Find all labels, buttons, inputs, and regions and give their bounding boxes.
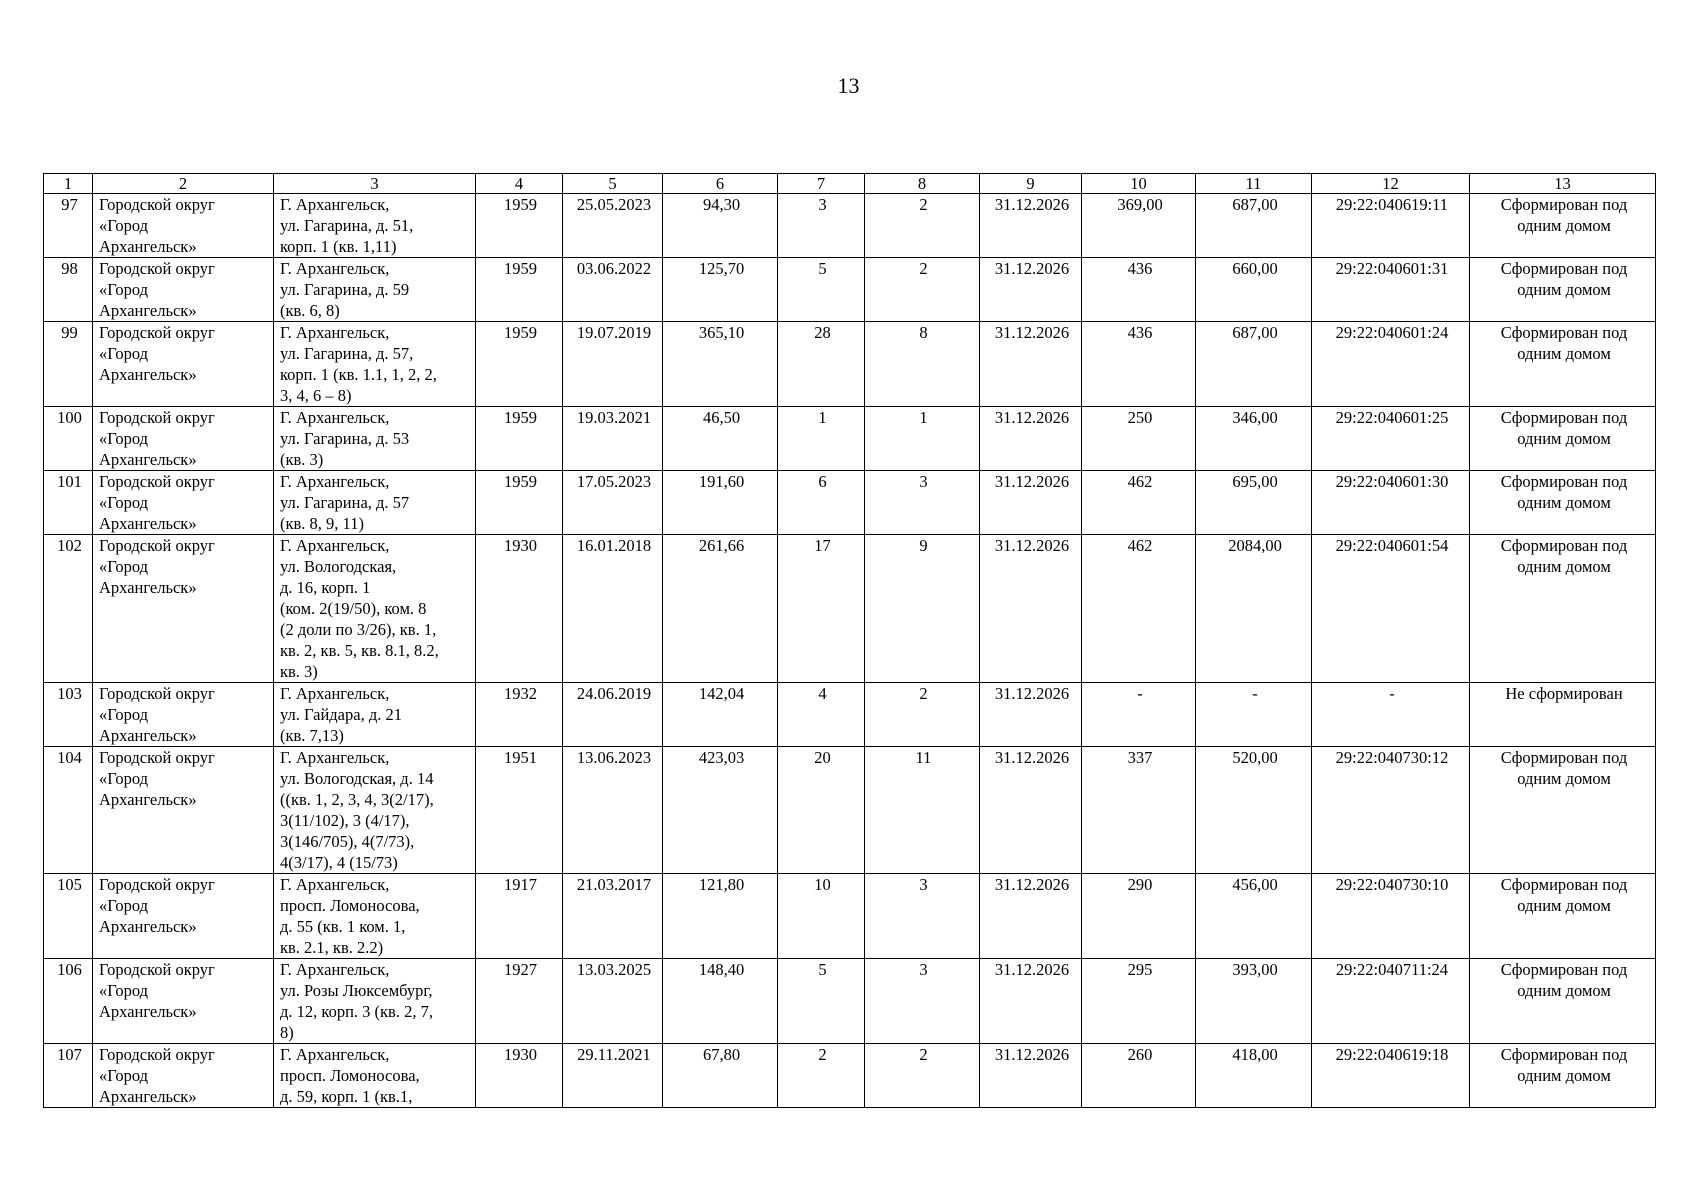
date-cell: 17.05.2023 [563, 471, 663, 535]
col8-cell: 3 [865, 471, 980, 535]
deadline-cell: 31.12.2026 [980, 683, 1082, 747]
column-header-13: 13 [1470, 174, 1656, 194]
row-number: 104 [44, 747, 93, 874]
column-header-3: 3 [274, 174, 476, 194]
area-cell: 261,66 [663, 535, 778, 683]
year-cell: 1959 [476, 322, 563, 407]
table-row [44, 874, 1656, 959]
page-number: 13 [837, 73, 860, 98]
col8-cell: 3 [865, 959, 980, 1044]
col10-cell: 369,00 [1082, 194, 1196, 258]
column-header-7: 7 [778, 174, 865, 194]
col7-cell: 6 [778, 471, 865, 535]
row-number: 97 [44, 194, 93, 258]
status-cell: Сформирован под одним домом [1470, 322, 1656, 407]
column-header-10: 10 [1082, 174, 1196, 194]
col8-cell: 2 [865, 258, 980, 322]
year-cell: 1927 [476, 959, 563, 1044]
column-header-4: 4 [476, 174, 563, 194]
col10-cell: 436 [1082, 258, 1196, 322]
year-cell: 1930 [476, 535, 563, 683]
col8-cell: 1 [865, 407, 980, 471]
row-number: 107 [44, 1044, 93, 1108]
municipality-cell: Городской округ «Город Архангельск» [93, 683, 274, 747]
address-cell: Г. Архангельск, ул. Гагарина, д. 53 (кв. 3) [274, 407, 476, 471]
municipality-cell: Городской округ «Город Архангельск» [93, 959, 274, 1044]
area-cell: 142,04 [663, 683, 778, 747]
column-header-9: 9 [980, 174, 1082, 194]
cadastral-number-cell: 29:22:040601:24 [1312, 322, 1470, 407]
row-number: 98 [44, 258, 93, 322]
cadastral-number-cell: 29:22:040601:30 [1312, 471, 1470, 535]
area-cell: 191,60 [663, 471, 778, 535]
deadline-cell: 31.12.2026 [980, 407, 1082, 471]
municipality-cell: Городской округ «Город Архангельск» [93, 874, 274, 959]
area-cell: 148,40 [663, 959, 778, 1044]
row-number: 103 [44, 683, 93, 747]
column-header-8: 8 [865, 174, 980, 194]
date-cell: 21.03.2017 [563, 874, 663, 959]
date-cell: 24.06.2019 [563, 683, 663, 747]
row-number: 106 [44, 959, 93, 1044]
col8-cell: 8 [865, 322, 980, 407]
cadastral-number-cell: 29:22:040711:24 [1312, 959, 1470, 1044]
col8-cell: 11 [865, 747, 980, 874]
col10-cell: 337 [1082, 747, 1196, 874]
col11-cell: 687,00 [1196, 322, 1312, 407]
col8-cell: 2 [865, 194, 980, 258]
col11-cell: 687,00 [1196, 194, 1312, 258]
deadline-cell: 31.12.2026 [980, 747, 1082, 874]
cadastral-number-cell: 29:22:040730:12 [1312, 747, 1470, 874]
date-cell: 03.06.2022 [563, 258, 663, 322]
col11-cell: 456,00 [1196, 874, 1312, 959]
table-row [44, 683, 1656, 747]
date-cell: 25.05.2023 [563, 194, 663, 258]
address-cell: Г. Архангельск, ул. Вологодская, д. 14 ((кв. 1, 2, 3, 4, 3(2/17), 3(11/102), 3 (4/17), 3(146/705), 4(7/73), 4(3/17), 4 (15/73) [274, 747, 476, 874]
col7-cell: 10 [778, 874, 865, 959]
col11-cell: 695,00 [1196, 471, 1312, 535]
municipality-cell: Городской округ «Город Архангельск» [93, 194, 274, 258]
deadline-cell: 31.12.2026 [980, 874, 1082, 959]
address-cell: Г. Архангельск, ул. Гагарина, д. 57 (кв. 8, 9, 11) [274, 471, 476, 535]
col7-cell: 5 [778, 959, 865, 1044]
municipality-cell: Городской округ «Город Архангельск» [93, 322, 274, 407]
table-row [44, 959, 1656, 1044]
year-cell: 1959 [476, 471, 563, 535]
year-cell: 1959 [476, 194, 563, 258]
address-cell: Г. Архангельск, ул. Розы Люксембург, д. 12, корп. 3 (кв. 2, 7, 8) [274, 959, 476, 1044]
table-row [44, 1044, 1656, 1108]
row-number: 101 [44, 471, 93, 535]
year-cell: 1917 [476, 874, 563, 959]
address-cell: Г. Архангельск, ул. Вологодская, д. 16, корп. 1 (ком. 2(19/50), ком. 8 (2 доли по 3/26), кв. 1, кв. 2, кв. 5, кв. 8.1, 8.2, кв. 3) [274, 535, 476, 683]
col10-cell: 436 [1082, 322, 1196, 407]
municipality-cell: Городской округ «Город Архангельск» [93, 407, 274, 471]
table-row [44, 407, 1656, 471]
cadastral-number-cell: 29:22:040601:54 [1312, 535, 1470, 683]
col11-cell: 418,00 [1196, 1044, 1312, 1108]
address-cell: Г. Архангельск, ул. Гагарина, д. 59 (кв. 6, 8) [274, 258, 476, 322]
municipality-cell: Городской округ «Город Архангельск» [93, 747, 274, 874]
housing-registry-table [43, 173, 1656, 1108]
year-cell: 1951 [476, 747, 563, 874]
cadastral-number-cell: 29:22:040619:18 [1312, 1044, 1470, 1108]
col7-cell: 20 [778, 747, 865, 874]
deadline-cell: 31.12.2026 [980, 258, 1082, 322]
address-cell: Г. Архангельск, просп. Ломоносова, д. 59, корп. 1 (кв.1, [274, 1044, 476, 1108]
cadastral-number-cell: 29:22:040730:10 [1312, 874, 1470, 959]
col10-cell: 295 [1082, 959, 1196, 1044]
deadline-cell: 31.12.2026 [980, 959, 1082, 1044]
address-cell: Г. Архангельск, просп. Ломоносова, д. 55 (кв. 1 ком. 1, кв. 2.1, кв. 2.2) [274, 874, 476, 959]
column-header-1: 1 [44, 174, 93, 194]
date-cell: 13.06.2023 [563, 747, 663, 874]
col7-cell: 2 [778, 1044, 865, 1108]
deadline-cell: 31.12.2026 [980, 1044, 1082, 1108]
col7-cell: 17 [778, 535, 865, 683]
area-cell: 365,10 [663, 322, 778, 407]
address-cell: Г. Архангельск, ул. Гагарина, д. 51, корп. 1 (кв. 1,11) [274, 194, 476, 258]
status-cell: Сформирован под одним домом [1470, 407, 1656, 471]
municipality-cell: Городской округ «Город Архангельск» [93, 471, 274, 535]
cadastral-number-cell: 29:22:040601:31 [1312, 258, 1470, 322]
cadastral-number-cell: 29:22:040601:25 [1312, 407, 1470, 471]
col10-cell: - [1082, 683, 1196, 747]
municipality-cell: Городской округ «Город Архангельск» [93, 535, 274, 683]
col10-cell: 462 [1082, 471, 1196, 535]
year-cell: 1959 [476, 258, 563, 322]
deadline-cell: 31.12.2026 [980, 322, 1082, 407]
col11-cell: 346,00 [1196, 407, 1312, 471]
row-number: 105 [44, 874, 93, 959]
col11-cell: 393,00 [1196, 959, 1312, 1044]
deadline-cell: 31.12.2026 [980, 194, 1082, 258]
municipality-cell: Городской округ «Город Архангельск» [93, 1044, 274, 1108]
status-cell: Сформирован под одним домом [1470, 194, 1656, 258]
status-cell: Сформирован под одним домом [1470, 959, 1656, 1044]
column-header-2: 2 [93, 174, 274, 194]
col10-cell: 462 [1082, 535, 1196, 683]
date-cell: 16.01.2018 [563, 535, 663, 683]
column-header-6: 6 [663, 174, 778, 194]
status-cell: Сформирован под одним домом [1470, 258, 1656, 322]
col8-cell: 2 [865, 1044, 980, 1108]
column-number-header-row [44, 174, 1656, 194]
col11-cell: 660,00 [1196, 258, 1312, 322]
column-header-11: 11 [1196, 174, 1312, 194]
area-cell: 121,80 [663, 874, 778, 959]
deadline-cell: 31.12.2026 [980, 535, 1082, 683]
row-number: 102 [44, 535, 93, 683]
row-number: 99 [44, 322, 93, 407]
table-row [44, 322, 1656, 407]
status-cell: Сформирован под одним домом [1470, 1044, 1656, 1108]
address-cell: Г. Архангельск, ул. Гайдара, д. 21 (кв. 7,13) [274, 683, 476, 747]
col10-cell: 260 [1082, 1044, 1196, 1108]
status-cell: Сформирован под одним домом [1470, 535, 1656, 683]
deadline-cell: 31.12.2026 [980, 471, 1082, 535]
date-cell: 19.03.2021 [563, 407, 663, 471]
cadastral-number-cell: 29:22:040619:11 [1312, 194, 1470, 258]
col7-cell: 4 [778, 683, 865, 747]
col7-cell: 5 [778, 258, 865, 322]
area-cell: 46,50 [663, 407, 778, 471]
area-cell: 423,03 [663, 747, 778, 874]
col7-cell: 3 [778, 194, 865, 258]
table-row [44, 535, 1656, 683]
col11-cell: 520,00 [1196, 747, 1312, 874]
col8-cell: 9 [865, 535, 980, 683]
address-cell: Г. Архангельск, ул. Гагарина, д. 57, корп. 1 (кв. 1.1, 1, 2, 2, 3, 4, 6 – 8) [274, 322, 476, 407]
status-cell: Сформирован под одним домом [1470, 874, 1656, 959]
area-cell: 67,80 [663, 1044, 778, 1108]
row-number: 100 [44, 407, 93, 471]
col11-cell: - [1196, 683, 1312, 747]
col8-cell: 3 [865, 874, 980, 959]
municipality-cell: Городской округ «Город Архангельск» [93, 258, 274, 322]
year-cell: 1959 [476, 407, 563, 471]
date-cell: 29.11.2021 [563, 1044, 663, 1108]
date-cell: 19.07.2019 [563, 322, 663, 407]
area-cell: 94,30 [663, 194, 778, 258]
col7-cell: 1 [778, 407, 865, 471]
status-cell: Сформирован под одним домом [1470, 471, 1656, 535]
table-row [44, 194, 1656, 258]
year-cell: 1932 [476, 683, 563, 747]
col7-cell: 28 [778, 322, 865, 407]
col10-cell: 290 [1082, 874, 1196, 959]
col11-cell: 2084,00 [1196, 535, 1312, 683]
area-cell: 125,70 [663, 258, 778, 322]
col10-cell: 250 [1082, 407, 1196, 471]
table-row [44, 471, 1656, 535]
date-cell: 13.03.2025 [563, 959, 663, 1044]
table-row [44, 258, 1656, 322]
table-row [44, 747, 1656, 874]
col8-cell: 2 [865, 683, 980, 747]
status-cell: Сформирован под одним домом [1470, 747, 1656, 874]
column-header-12: 12 [1312, 174, 1470, 194]
table-body [44, 174, 1656, 1108]
status-cell: Не сформирован [1470, 683, 1656, 747]
year-cell: 1930 [476, 1044, 563, 1108]
cadastral-number-cell: - [1312, 683, 1470, 747]
column-header-5: 5 [563, 174, 663, 194]
